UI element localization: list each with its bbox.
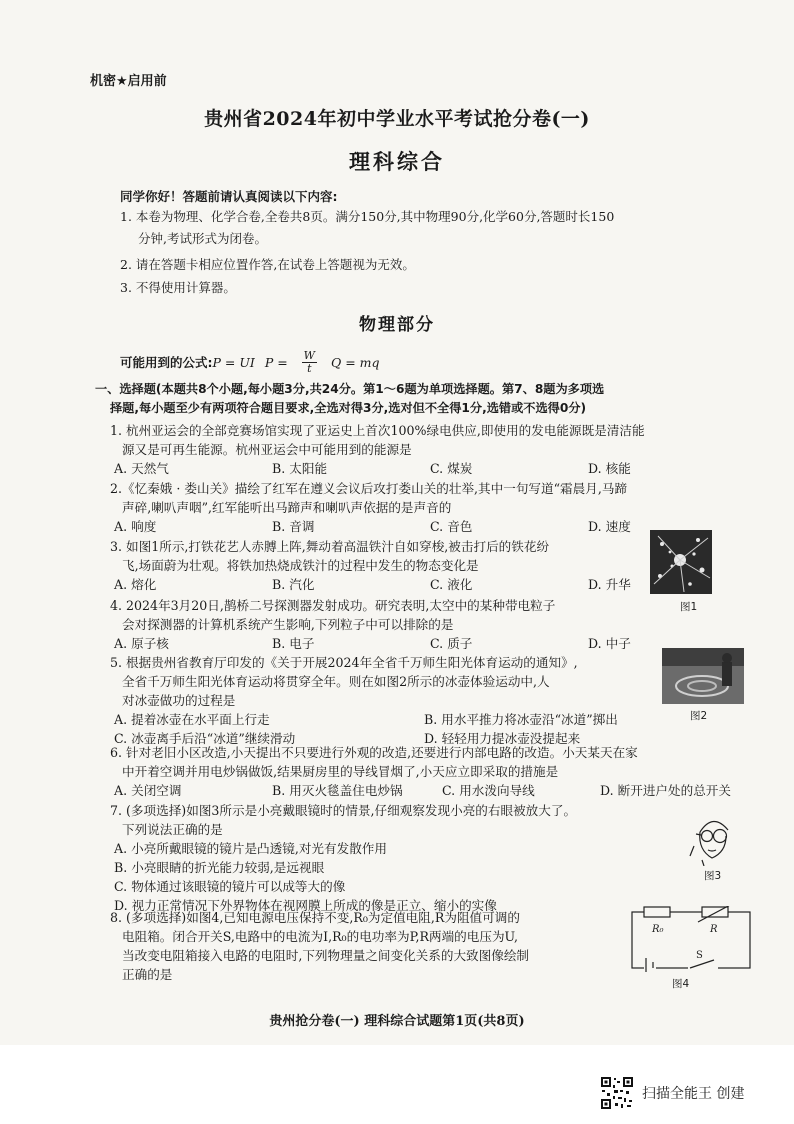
q1-option-c: C. 煤炭 xyxy=(430,461,473,476)
figure-3-glasses-boy-drawing xyxy=(688,810,738,866)
figure-1-label: 图1 xyxy=(680,601,698,613)
section-instructions xyxy=(95,380,765,418)
physics-section-title: 物理部分 xyxy=(359,315,435,335)
q5-option-d: D. 轻轻用力提冰壶没提起来 xyxy=(424,731,581,746)
q7-option-b: B. 小亮眼睛的折光能力较弱,是远视眼 xyxy=(114,860,325,875)
q6-option-c: C. 用水泼向导线 xyxy=(442,783,535,798)
q6-stem-line-1: 6. 针对老旧小区改造,小天提出不只要进行外观的改造,还要进行内部电路的改造。小天某天在家 xyxy=(110,745,638,760)
formula-label: 可能用到的公式: xyxy=(120,355,213,370)
q3-option-d: D. 升华 xyxy=(588,577,631,592)
q4-stem-line-2: 会对探测器的计算机系统产生影响,下列粒子中可以排除的是 xyxy=(122,617,454,632)
question-4 xyxy=(110,596,710,653)
formula-power-work-lhs: P = xyxy=(264,354,288,370)
figure-3-label: 图3 xyxy=(704,870,722,882)
q3-option-b: B. 汽化 xyxy=(272,577,315,592)
q8-stem-line-4: 正确的是 xyxy=(122,967,173,982)
q4-option-c: C. 质子 xyxy=(430,636,473,651)
q4-option-b: B. 电子 xyxy=(272,636,315,651)
exam-title: 贵州省2024年初中学业水平考试抢分卷(一) xyxy=(204,108,590,130)
q4-stem-line-1: 4. 2024年3月20日,鹊桥二号探测器发射成功。研究表明,太空中的某种带电粒子 xyxy=(110,598,556,613)
q2-option-d: D. 速度 xyxy=(588,519,631,534)
q7-option-a: A. 小亮所戴眼镜的镜片是凸透镜,对光有发散作用 xyxy=(114,841,387,856)
qr-code-icon xyxy=(600,1076,634,1110)
q2-option-c: C. 音色 xyxy=(430,519,473,534)
q3-stem-line-1: 3. 如图1所示,打铁花艺人赤膊上阵,舞动着高温铁汁自如穿梭,被击打后的铁花纷 xyxy=(110,539,550,554)
watermark-text: 扫描全能王 创建 xyxy=(642,1086,745,1102)
q5-stem-line-2: 全省千万师生阳光体育运动将贯穿全年。则在如图2所示的冰壶体验运动中,人 xyxy=(122,674,550,689)
scanner-watermark xyxy=(600,1076,744,1110)
instructions-line-2: 择题,每小题至少有两项符合题目要求,全选对得3分,选对但不全得1分,选错或不选得0分) xyxy=(110,401,587,415)
formula-heat: Q = mq xyxy=(330,354,380,370)
q6-option-d: D. 断开进户处的总开关 xyxy=(600,783,731,798)
notice-item-3: 3. 不得使用计算器。 xyxy=(120,280,236,295)
circuit-label-r: R xyxy=(710,924,718,935)
q1-option-b: B. 太阳能 xyxy=(272,461,328,476)
figure-4-circuit-diagram xyxy=(628,906,754,972)
circuit-label-s: S xyxy=(696,950,703,961)
notice-item-2: 2. 请在答题卡相应位置作答,在试卷上答题视为无效。 xyxy=(120,257,415,272)
q8-stem-line-2: 电阻箱。闭合开关S,电路中的电流为I,R₀的电功率为P,R两端的电压为U, xyxy=(122,929,518,944)
q2-stem-line-1: 2.《忆秦娥 · 娄山关》描绘了红军在遵义会议后攻打娄山关的壮举,其中一句写道“霜晨月,马蹄 xyxy=(110,481,628,496)
q7-option-d: D. 视力正常情况下外界物体在视网膜上所成的像是正立、缩小的实像 xyxy=(114,898,497,913)
q8-stem-line-1: 8. (多项选择)如图4,已知电源电压保持不变,R₀为定值电阻,R为阻值可调的 xyxy=(110,910,520,925)
subject-title: 理科综合 xyxy=(349,149,445,174)
q1-option-a: A. 天然气 xyxy=(114,461,169,476)
figure-2-curling-photo xyxy=(662,648,744,704)
q2-option-a: A. 响度 xyxy=(114,519,157,534)
circuit-label-r0: R₀ xyxy=(652,924,664,935)
q3-option-a: A. 熔化 xyxy=(114,577,157,592)
figure-4-label: 图4 xyxy=(672,978,690,990)
q5-stem-line-1: 5. 根据贵州省教育厅印发的《关于开展2024年全省千万师生阳光体育运动的通知》, xyxy=(110,655,578,670)
notice-item-1: 1. 本卷为物理、化学合卷,全卷共8页。满分150分,其中物理90分,化学60分,答题时长150 xyxy=(120,209,615,224)
question-1 xyxy=(110,421,730,478)
q1-stem-line-2: 源又是可再生能源。杭州亚运会中可能用到的能源是 xyxy=(122,442,412,457)
q2-option-b: B. 音调 xyxy=(272,519,315,534)
formula-power: P = UI xyxy=(212,354,255,370)
q6-option-b: B. 用灭火毯盖住电炒锅 xyxy=(272,783,403,798)
q1-stem-line-1: 1. 杭州亚运会的全部竞赛场馆实现了亚运史上首次100%绿电供应,即使用的发电能源既是清洁能 xyxy=(110,423,645,438)
q5-option-b: B. 用水平推力将冰壶沿“冰道”掷出 xyxy=(424,712,618,727)
q7-stem-line-1: 7. (多项选择)如图3所示是小亮戴眼镜时的情景,仔细观察发现小亮的右眼被放大了。 xyxy=(110,803,577,818)
page-footer: 贵州抢分卷(一) 理科综合试题第1页(共8页) xyxy=(269,1014,525,1029)
q3-option-c: C. 液化 xyxy=(430,577,473,592)
q5-option-a: A. 提着冰壶在水平面上行走 xyxy=(114,712,270,727)
q6-option-a: A. 关闭空调 xyxy=(114,783,182,798)
fraction-denominator: t xyxy=(307,361,312,375)
q2-stem-line-2: 声碎,喇叭声咽”,红军能听出马蹄声和喇叭声依据的是声音的 xyxy=(122,500,452,515)
figure-2-label: 图2 xyxy=(690,710,708,722)
q7-stem-line-2: 下列说法正确的是 xyxy=(122,822,223,837)
q4-option-a: A. 原子核 xyxy=(114,636,169,651)
confidential-mark: 机密★启用前 xyxy=(90,74,167,89)
notice-heading: 同学你好！答题前请认真阅读以下内容: xyxy=(120,189,338,204)
question-8 xyxy=(110,908,620,984)
q4-option-d: D. 中子 xyxy=(588,636,631,651)
formula-fraction xyxy=(302,350,317,375)
q6-stem-line-2: 中开着空调并用电炒锅做饭,结果厨房里的导线冒烟了,小天应立即采取的措施是 xyxy=(122,764,559,779)
notice-item-1-cont: 分钟,考试形式为闭卷。 xyxy=(138,231,267,246)
figure-1-iron-flower-photo xyxy=(650,530,712,594)
q1-option-d: D. 核能 xyxy=(588,461,631,476)
q5-stem-line-3: 对冰壶做功的过程是 xyxy=(122,693,236,708)
q8-stem-line-3: 当改变电阻箱接入电路的电阻时,下列物理量之间变化关系的大致图像绘制 xyxy=(122,948,530,963)
q7-option-c: C. 物体通过该眼镜的镜片可以成等大的像 xyxy=(114,879,346,894)
q5-option-c: C. 冰壶离手后沿“冰道”继续滑动 xyxy=(114,731,296,746)
question-5 xyxy=(110,653,684,748)
q3-stem-line-2: 飞,场面蔚为壮观。将铁加热烧成铁汁的过程中发生的物态变化是 xyxy=(122,558,479,573)
question-6 xyxy=(110,743,770,800)
question-7 xyxy=(110,801,690,915)
question-3 xyxy=(110,537,710,594)
formula-row xyxy=(120,350,390,374)
fraction-numerator: W xyxy=(303,348,315,362)
instructions-line-1: 一、选择题(本题共8个小题,每小题3分,共24分。第1～6题为单项选择题。第7、8题为多项选 xyxy=(95,382,605,396)
question-2 xyxy=(110,479,730,536)
